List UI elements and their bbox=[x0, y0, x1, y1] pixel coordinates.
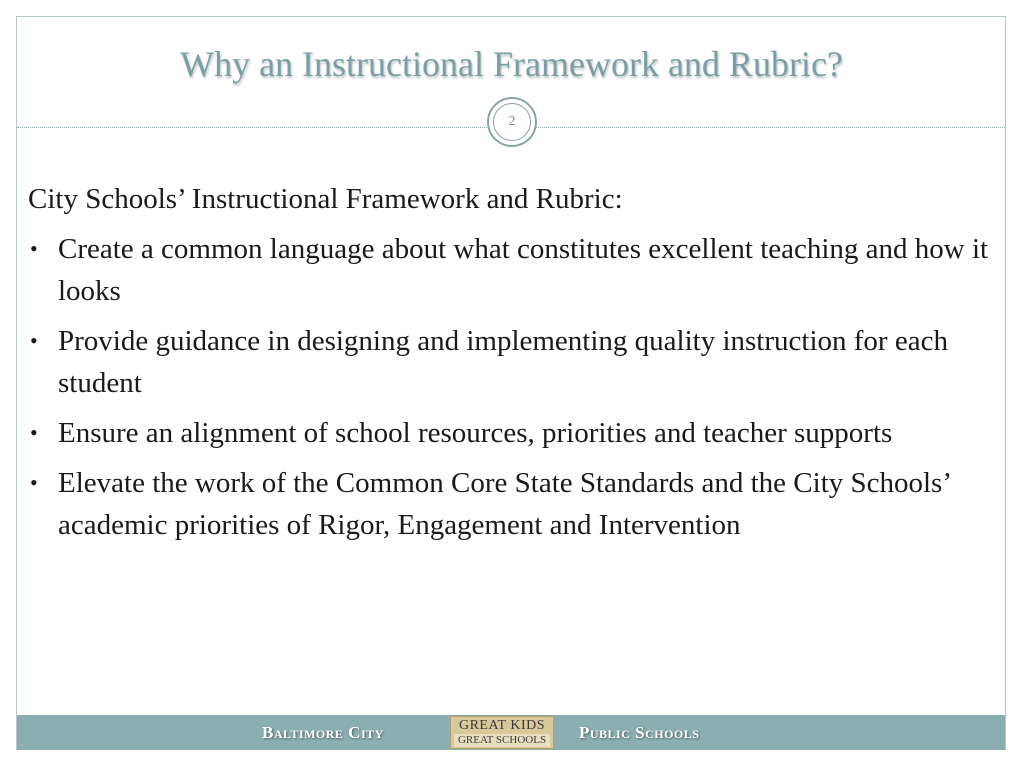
intro-text: City Schools’ Instructional Framework and Rubric: bbox=[28, 183, 623, 215]
logo-line-2: GREAT SCHOOLS bbox=[454, 734, 550, 747]
great-kids-logo bbox=[450, 716, 554, 749]
bullet-item bbox=[28, 462, 1003, 546]
bullet-text: Create a common language about what constitutes excellent teaching and how it looks bbox=[58, 233, 989, 307]
bullet-icon: • bbox=[30, 236, 38, 261]
footer-band bbox=[17, 715, 1005, 750]
footer-right-text: Public Schools bbox=[579, 723, 700, 742]
bullet-list bbox=[28, 228, 1003, 546]
bullet-icon: • bbox=[30, 420, 38, 445]
bullet-item bbox=[28, 320, 1003, 404]
bullet-text: Ensure an alignment of school resources, priorities and teacher supports bbox=[58, 417, 893, 449]
bullet-item bbox=[28, 228, 1003, 312]
bullet-text: Elevate the work of the Common Core State Standards and the City Schools’ academic priorities of Rigor, Engagement and Intervention bbox=[58, 467, 950, 541]
footer-left-text: Baltimore City bbox=[262, 723, 384, 742]
bullet-icon: • bbox=[30, 328, 38, 353]
bullet-item bbox=[28, 412, 1003, 454]
page-number: 2 bbox=[493, 103, 531, 141]
page-number-badge bbox=[487, 97, 537, 147]
bullet-text: Provide guidance in designing and implementing quality instruction for each student bbox=[58, 325, 948, 399]
logo-line-1: GREAT KIDS bbox=[458, 718, 546, 733]
slide-body bbox=[28, 178, 1003, 554]
bullet-icon: • bbox=[30, 470, 38, 495]
slide-title: Why an Instructional Framework and Rubric? bbox=[180, 44, 843, 84]
